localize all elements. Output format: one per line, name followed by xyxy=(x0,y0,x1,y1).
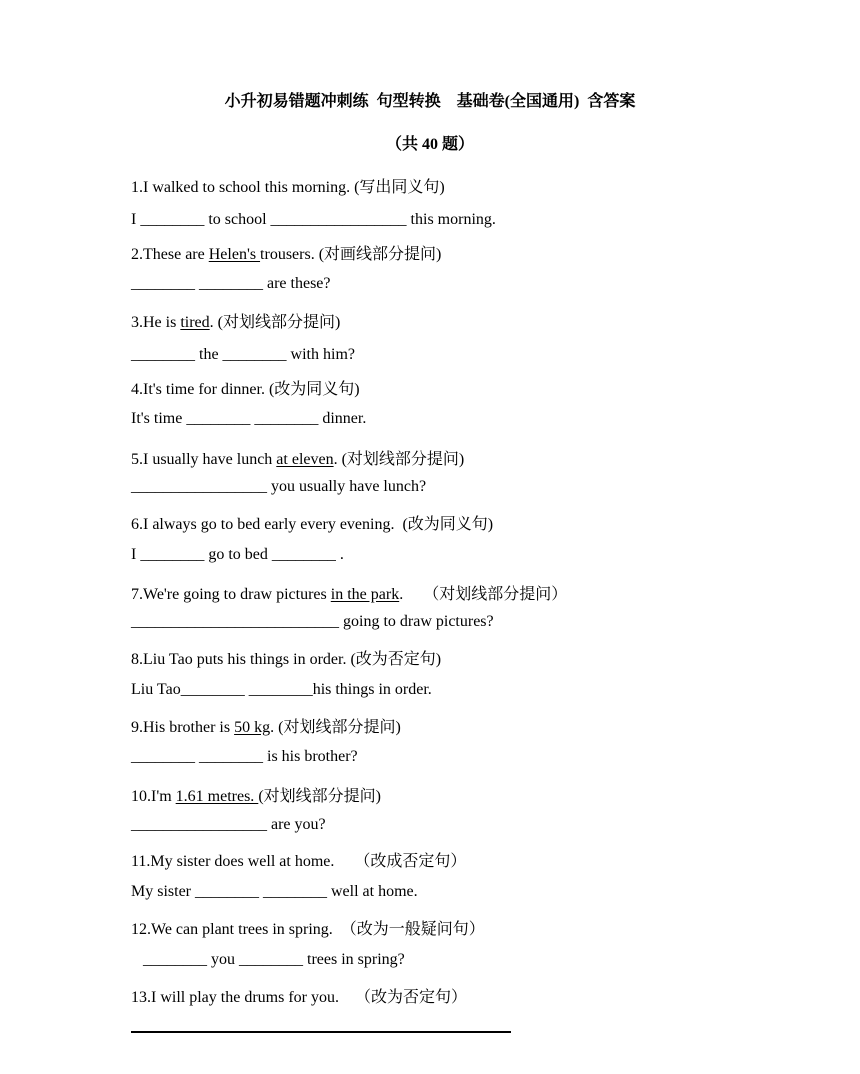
question-6-prompt: 6.I always go to bed early every evening. (改为同义句) xyxy=(131,516,494,533)
question-13-answer-blank xyxy=(131,1031,511,1033)
question-10-answer-line: _________________ are you? xyxy=(131,816,326,833)
question-10-prompt: 10.I'm 1.61 metres. (对划线部分提问) xyxy=(131,788,381,805)
question-13-prompt: 13.I will play the drums for you. （改为否定句） xyxy=(131,989,467,1006)
question-2-prompt: 2.These are Helen's trousers. (对画线部分提问) xyxy=(131,246,442,263)
document-subtitle: （共 40 题） xyxy=(385,136,474,153)
question-4-answer-line: It's time ________ ________ dinner. xyxy=(131,410,367,427)
question-3-answer-line: ________ the ________ with him? xyxy=(131,346,355,363)
question-6-answer-line: I ________ go to bed ________ . xyxy=(131,546,344,563)
question-7-answer-line: __________________________ going to draw pictures? xyxy=(131,613,494,630)
question-4-prompt: 4.It's time for dinner. (改为同义句) xyxy=(131,381,360,398)
underlined-phrase: Helen's xyxy=(208,246,261,263)
question-11-answer-line: My sister ________ ________ well at home. xyxy=(131,883,418,900)
question-1-prompt: 1.I walked to school this morning. (写出同义句) xyxy=(131,179,445,196)
question-12-prompt: 12.We can plant trees in spring. （改为一般疑问句） xyxy=(131,921,485,938)
question-12-answer-line: ________ you ________ trees in spring? xyxy=(131,951,405,968)
underlined-phrase: tired xyxy=(180,314,210,331)
question-8-answer-line: Liu Tao________ ________his things in order. xyxy=(131,681,432,698)
underlined-phrase: at eleven xyxy=(276,451,334,468)
question-5-prompt: 5.I usually have lunch at eleven. (对划线部分提问) xyxy=(131,451,465,468)
underlined-phrase: in the park xyxy=(330,586,400,603)
question-7-prompt: 7.We're going to draw pictures in the park. （对划线部分提问） xyxy=(131,586,568,603)
question-9-prompt: 9.His brother is 50 kg. (对划线部分提问) xyxy=(131,719,401,736)
question-11-prompt: 11.My sister does well at home. （改成否定句） xyxy=(131,853,467,870)
question-3-prompt: 3.He is tired. (对划线部分提问) xyxy=(131,314,341,331)
underlined-phrase: 1.61 metres. xyxy=(175,788,259,805)
question-1-answer-line: I ________ to school _________________ this morning. xyxy=(131,211,496,228)
question-5-answer-line: _________________ you usually have lunch? xyxy=(131,478,427,495)
question-2-answer-line: ________ ________ are these? xyxy=(131,275,331,292)
underlined-phrase: 50 kg xyxy=(234,719,271,736)
question-8-prompt: 8.Liu Tao puts his things in order. (改为否定句) xyxy=(131,651,442,668)
question-9-answer-line: ________ ________ is his brother? xyxy=(131,748,358,765)
document-title: 小升初易错题冲刺练 句型转换 基础卷(全国通用) 含答案 xyxy=(224,93,636,110)
